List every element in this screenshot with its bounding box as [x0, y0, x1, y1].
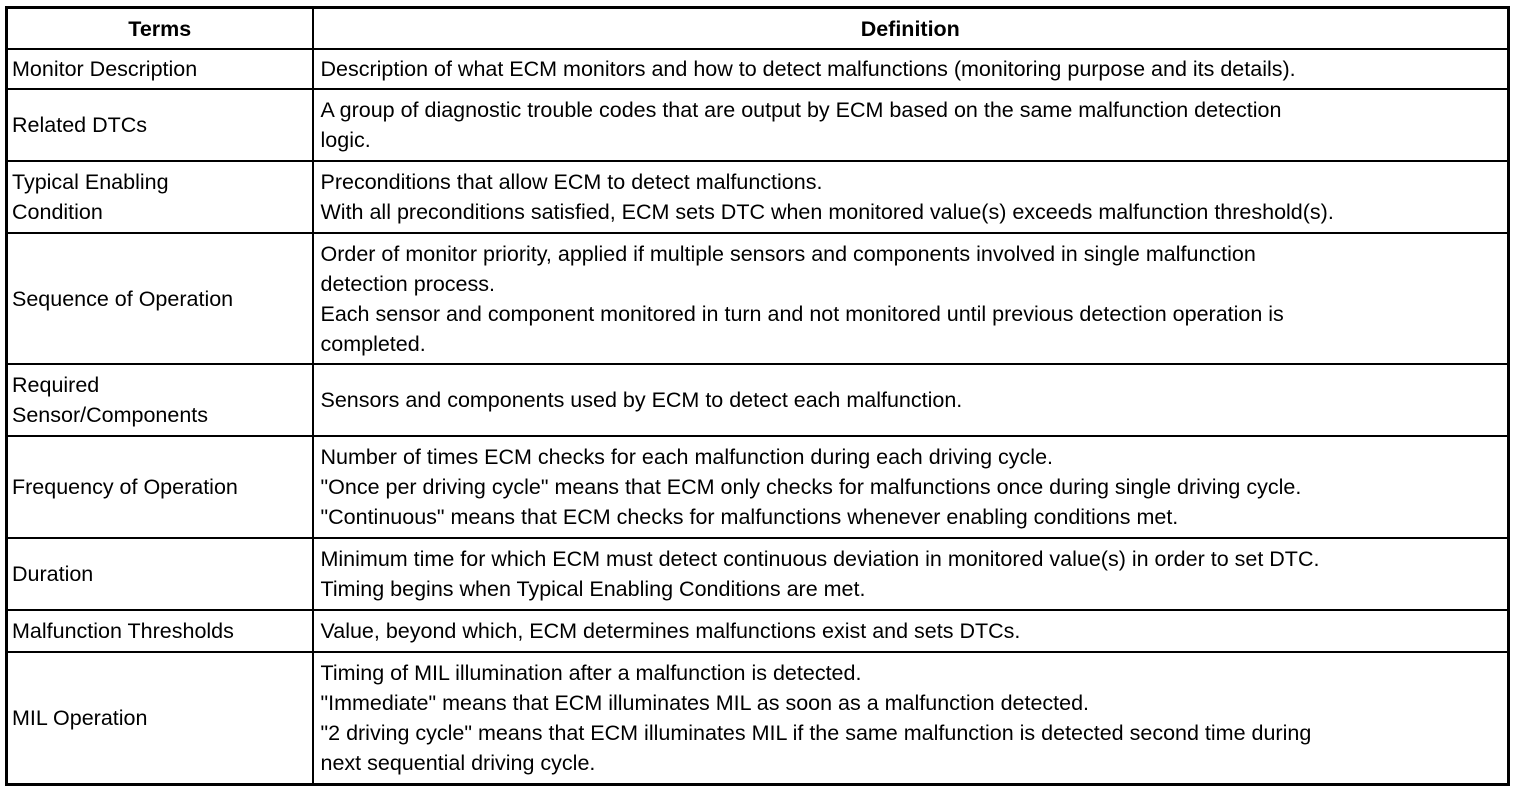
definition-text: Sensors and components used by ECM to detect each malfunction.	[320, 388, 963, 412]
definition-text: Timing begins when Typical Enabling Conditions are met.	[320, 577, 866, 601]
table-header-row	[7, 8, 1509, 50]
terms-definition-table	[5, 6, 1510, 786]
term-text: Sensor/Components	[12, 403, 208, 427]
definition-cell	[313, 610, 1509, 652]
definition-text: Preconditions that allow ECM to detect malfunctions.	[320, 170, 823, 194]
term-text: MIL Operation	[12, 705, 148, 730]
table-row	[7, 652, 1509, 784]
definition-text: Number of times ECM checks for each malfunction during each driving cycle.	[320, 445, 1054, 469]
header-terms: Terms	[7, 8, 313, 50]
definition-text: logic.	[320, 128, 371, 152]
table-row	[7, 364, 1509, 436]
term-cell	[7, 89, 313, 161]
term-cell	[7, 610, 313, 652]
definition-cell	[313, 161, 1509, 233]
definition-text: Timing of MIL illumination after a malfunction is detected.	[320, 660, 862, 685]
definition-cell	[313, 49, 1509, 89]
definition-text: Each sensor and component monitored in turn and not monitored until previous detection operation is	[320, 301, 1284, 326]
definition-text: next sequential driving cycle.	[320, 750, 596, 775]
definition-text: Minimum time for which ECM must detect continuous deviation in monitored value(s) in order to set DTC.	[320, 547, 1320, 571]
definition-cell	[313, 538, 1509, 610]
definition-cell	[313, 436, 1509, 538]
term-text: Monitor Description	[12, 57, 198, 81]
definition-text: Order of monitor priority, applied if multiple sensors and components involved in single malfunction	[320, 241, 1256, 266]
definition-text: "Immediate" means that ECM illuminates MIL as soon as a malfunction detected.	[320, 690, 1090, 715]
term-text: Condition	[12, 200, 103, 224]
term-text: Duration	[12, 562, 94, 586]
table-row	[7, 436, 1509, 538]
definition-text: completed.	[320, 331, 426, 356]
term-text: Malfunction Thresholds	[12, 619, 234, 643]
definition-text: A group of diagnostic trouble codes that are output by ECM based on the same malfunction detection	[320, 98, 1282, 122]
table-row	[7, 161, 1509, 233]
term-cell	[7, 538, 313, 610]
definition-text: "Continuous" means that ECM checks for malfunctions whenever enabling conditions met.	[320, 505, 1179, 529]
term-cell	[7, 49, 313, 89]
term-cell	[7, 652, 313, 784]
table-body	[7, 49, 1509, 784]
definition-cell	[313, 89, 1509, 161]
definition-text: "Once per driving cycle" means that ECM only checks for malfunctions once during single driving cycle.	[320, 475, 1302, 499]
definition-text: "2 driving cycle" means that ECM illuminates MIL if the same malfunction is detected second time during	[320, 720, 1312, 745]
term-cell	[7, 364, 313, 436]
term-text: Frequency of Operation	[12, 475, 238, 499]
term-text: Sequence of Operation	[12, 286, 234, 311]
definition-text: Value, beyond which, ECM determines malfunctions exist and sets DTCs.	[320, 619, 1021, 643]
term-text: Typical Enabling	[12, 170, 169, 194]
header-definition: Definition	[313, 8, 1509, 50]
definition-cell	[313, 233, 1509, 364]
term-text: Related DTCs	[12, 113, 148, 137]
term-cell	[7, 233, 313, 364]
definition-cell	[313, 364, 1509, 436]
table-row	[7, 89, 1509, 161]
definition-cell	[313, 652, 1509, 784]
table-row	[7, 49, 1509, 89]
term-text: Required	[12, 373, 100, 397]
table-row	[7, 538, 1509, 610]
term-cell	[7, 436, 313, 538]
table-row	[7, 610, 1509, 652]
definition-text: With all preconditions satisfied, ECM sets DTC when monitored value(s) exceeds malfunction threshold(s).	[320, 200, 1334, 224]
term-cell	[7, 161, 313, 233]
definition-text: detection process.	[320, 271, 495, 296]
table-row	[7, 233, 1509, 364]
definition-text: Description of what ECM monitors and how to detect malfunctions (monitoring purpose and its details).	[320, 57, 1296, 81]
